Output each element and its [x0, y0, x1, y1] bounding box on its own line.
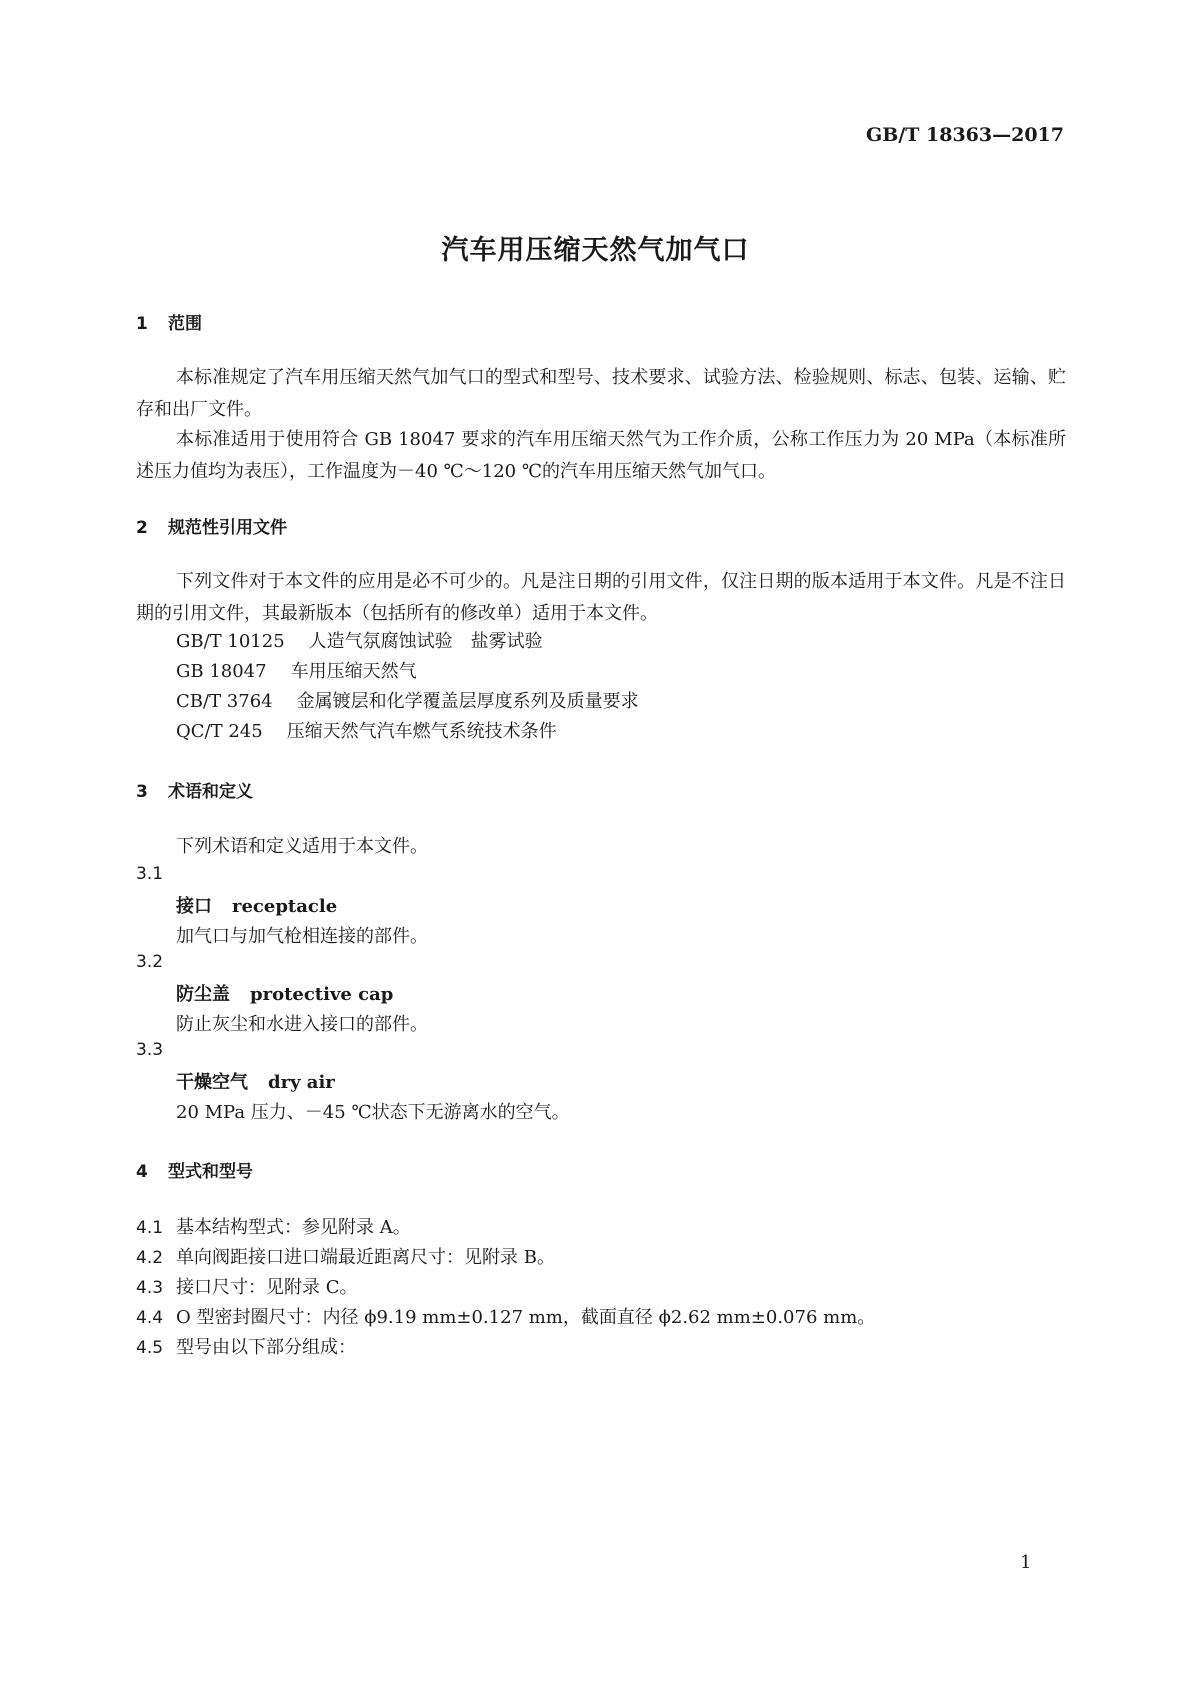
section-4-heading: [136, 1157, 253, 1182]
list-item: [136, 1213, 411, 1239]
reference-code: GB/T 10125: [176, 631, 285, 652]
section-number: 3: [136, 782, 148, 802]
section-1-heading: [136, 309, 202, 334]
item-text: 接口尺寸：见附录 C。: [176, 1277, 358, 1298]
item-text: 型号由以下部分组成：: [176, 1337, 356, 1358]
list-item: [136, 1243, 555, 1269]
term-en: dry air: [268, 1072, 335, 1093]
term-definition: 20 MPa 压力、－45 ℃状态下无游离水的空气。: [176, 1102, 570, 1123]
reference-item: [176, 717, 557, 743]
term-name: [176, 980, 393, 1006]
reference-item: [176, 687, 639, 713]
section-3-heading: [136, 777, 253, 802]
list-item: [136, 1273, 358, 1299]
reference-code: CB/T 3764: [176, 691, 273, 712]
reference-code: GB 18047: [176, 661, 267, 682]
section-3-intro: 下列术语和定义适用于本文件。: [176, 836, 428, 857]
section-1-paragraph-1: 本标准规定了汽车用压缩天然气加气口的型式和型号、技术要求、试验方法、检验规则、标志、包装、运输、贮存和出厂文件。: [136, 367, 1066, 420]
section-title: 术语和定义: [168, 782, 253, 802]
reference-item: [176, 657, 417, 683]
item-number: 4.1: [136, 1218, 164, 1238]
section-number: 1: [136, 314, 148, 334]
standard-number: GB/T 18363—2017: [866, 124, 1064, 146]
section-number: 2: [136, 518, 148, 538]
section-2-heading: [136, 513, 287, 538]
reference-title: 人造气氛腐蚀试验 盐雾试验: [308, 631, 543, 652]
term-en: protective cap: [250, 984, 394, 1005]
term-definition: 防止灰尘和水进入接口的部件。: [176, 1014, 428, 1035]
term-name: [176, 892, 337, 918]
item-number: 4.5: [136, 1338, 164, 1358]
term-zh: 防尘盖: [176, 984, 230, 1005]
item-text: 基本结构型式：参见附录 A。: [176, 1217, 411, 1238]
reference-title: 压缩天然气汽车燃气系统技术条件: [286, 721, 557, 742]
section-2-paragraph: 下列文件对于本文件的应用是必不可少的。凡是注日期的引用文件，仅注日期的版本适用于本文件。凡是不注日期的引用文件，其最新版本（包括所有的修改单）适用于本文件。: [136, 571, 1066, 624]
list-item: [136, 1303, 875, 1329]
term-number: 3.3: [136, 1040, 164, 1060]
item-text: O 型密封圈尺寸：内径 ϕ9.19 mm±0.127 mm，截面直径 ϕ2.62 mm±0.076 mm。: [176, 1307, 876, 1328]
term-en: receptacle: [232, 896, 338, 917]
term-name: [176, 1068, 335, 1094]
reference-code: QC/T 245: [176, 721, 263, 742]
section-number: 4: [136, 1162, 148, 1182]
reference-title: 车用压缩天然气: [290, 661, 417, 682]
document-title: 汽车用压缩天然气加气口: [441, 235, 750, 266]
item-number: 4.4: [136, 1308, 164, 1328]
item-number: 4.2: [136, 1248, 164, 1268]
section-title: 规范性引用文件: [168, 518, 287, 538]
list-item: [136, 1333, 356, 1359]
term-zh: 干燥空气: [176, 1072, 248, 1093]
reference-item: [176, 627, 543, 653]
term-number: 3.1: [136, 864, 164, 884]
item-text: 单向阀距接口进口端最近距离尺寸：见附录 B。: [176, 1247, 555, 1268]
reference-title: 金属镀层和化学覆盖层厚度系列及质量要求: [296, 691, 639, 712]
section-title: 型式和型号: [168, 1162, 253, 1182]
section-1-paragraph-2: 本标准适用于使用符合 GB 18047 要求的汽车用压缩天然气为工作介质，公称工作压力为 20 MPa（本标准所述压力值均为表压），工作温度为－40 ℃～120 ℃的汽车用压缩天然气加气口。: [136, 429, 1066, 482]
term-definition: 加气口与加气枪相连接的部件。: [176, 926, 428, 947]
item-number: 4.3: [136, 1278, 164, 1298]
page-number: 1: [1020, 1552, 1032, 1573]
term-zh: 接口: [176, 896, 212, 917]
term-number: 3.2: [136, 952, 164, 972]
section-title: 范围: [168, 314, 202, 334]
